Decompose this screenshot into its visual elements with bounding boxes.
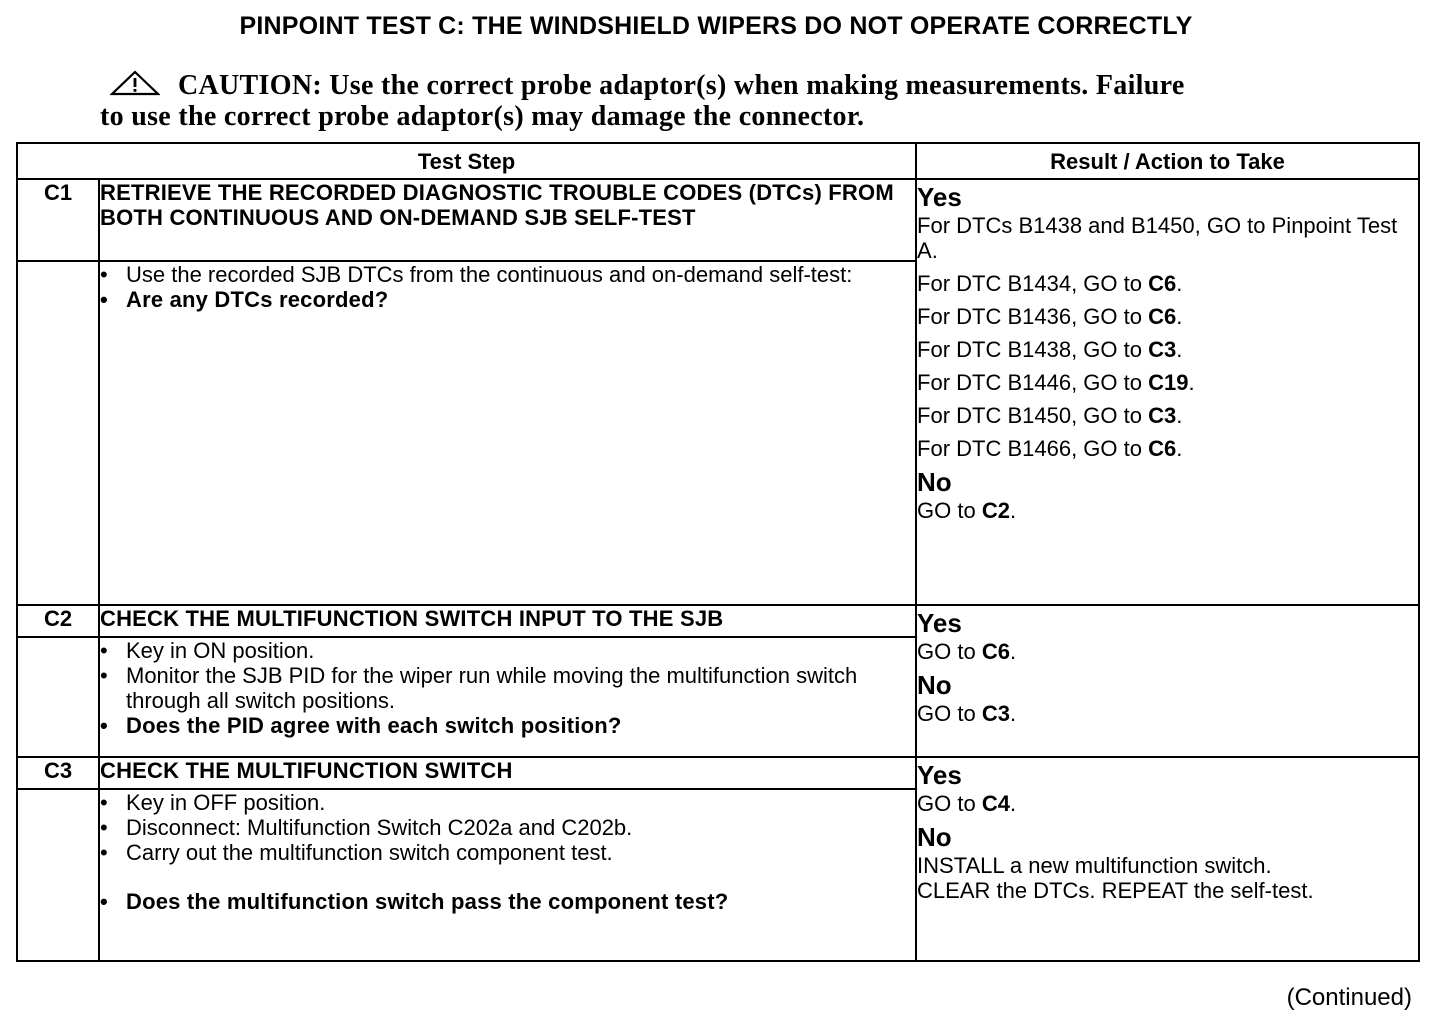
step-id-spacer (17, 637, 99, 757)
yes-action: GO to C6. (917, 639, 1017, 664)
step-result (916, 757, 1419, 961)
yes-label: Yes (917, 182, 962, 212)
yes-label: Yes (917, 608, 962, 638)
step-heading: CHECK THE MULTIFUNCTION SWITCH (99, 757, 916, 789)
column-header-result: Result / Action to Take (916, 143, 1419, 179)
action-item: • Carry out the multifunction switch component test. (100, 840, 915, 865)
no-action: INSTALL a new multifunction switch. (917, 853, 1272, 878)
caution-line-1: CAUTION: Use the correct probe adaptor(s) when making measurements. Failure (178, 70, 1185, 101)
action-item: • Monitor the SJB PID for the wiper run while moving the multifunction switch through all switch positions. (100, 663, 915, 713)
action-question: • Are any DTCs recorded? (100, 287, 915, 312)
action-item: • Disconnect: Multifunction Switch C202a and C202b. (100, 815, 915, 840)
caution-line-2: to use the correct probe adaptor(s) may damage the connector. (100, 101, 865, 132)
step-id: C2 (17, 605, 99, 637)
step-result (916, 179, 1419, 605)
yes-action: For DTC B1436, GO to C6. (917, 304, 1183, 329)
page-title: PINPOINT TEST C: THE WINDSHIELD WIPERS DO NOT OPERATE CORRECTLY (239, 12, 1193, 40)
step-id: C1 (17, 179, 99, 261)
action-item: • Key in ON position. (100, 638, 915, 663)
yes-action: For DTC B1438, GO to C3. (917, 337, 1183, 362)
action-item: • Key in OFF position. (100, 790, 915, 815)
step-actions (99, 637, 916, 757)
step-heading: CHECK THE MULTIFUNCTION SWITCH INPUT TO THE SJB (99, 605, 916, 637)
action-item: • Use the recorded SJB DTCs from the continuous and on-demand self-test: (100, 262, 915, 287)
yes-action: For DTC B1434, GO to C6. (917, 271, 1183, 296)
step-heading-row (17, 757, 1419, 789)
yes-action: GO to C4. (917, 791, 1017, 816)
yes-action: For DTC B1450, GO to C3. (917, 403, 1183, 428)
no-action: CLEAR the DTCs. REPEAT the self-test. (917, 878, 1314, 903)
step-heading: RETRIEVE THE RECORDED DIAGNOSTIC TROUBLE CODES (DTCs) FROM BOTH CONTINUOUS AND ON-DEMAND SJB SELF-TEST (99, 179, 916, 261)
step-id-spacer (17, 789, 99, 961)
step-heading-row (17, 179, 1419, 261)
step-id-spacer (17, 261, 99, 605)
step-actions (99, 789, 916, 961)
no-label: No (917, 822, 952, 852)
yes-action: For DTC B1466, GO to C6. (917, 436, 1183, 461)
column-header-test-step: Test Step (17, 143, 916, 179)
continued-label: (Continued) (1286, 984, 1412, 1011)
caution-note (100, 70, 1300, 132)
step-heading-row (17, 605, 1419, 637)
step-id: C3 (17, 757, 99, 789)
no-action: GO to C2. (917, 498, 1017, 523)
warning-triangle-icon (110, 70, 160, 96)
yes-action: For DTC B1446, GO to C19. (917, 370, 1195, 395)
step-actions (99, 261, 916, 605)
action-question: • Does the PID agree with each switch position? (100, 713, 915, 738)
step-result (916, 605, 1419, 757)
action-question: • Does the multifunction switch pass the component test? (100, 889, 915, 914)
no-label: No (917, 467, 952, 497)
no-action: GO to C3. (917, 701, 1017, 726)
pinpoint-test-table (16, 142, 1420, 962)
table-header-row (17, 143, 1419, 179)
yes-action: For DTCs B1438 and B1450, GO to Pinpoint Test A. (917, 213, 1398, 263)
no-label: No (917, 670, 952, 700)
yes-label: Yes (917, 760, 962, 790)
